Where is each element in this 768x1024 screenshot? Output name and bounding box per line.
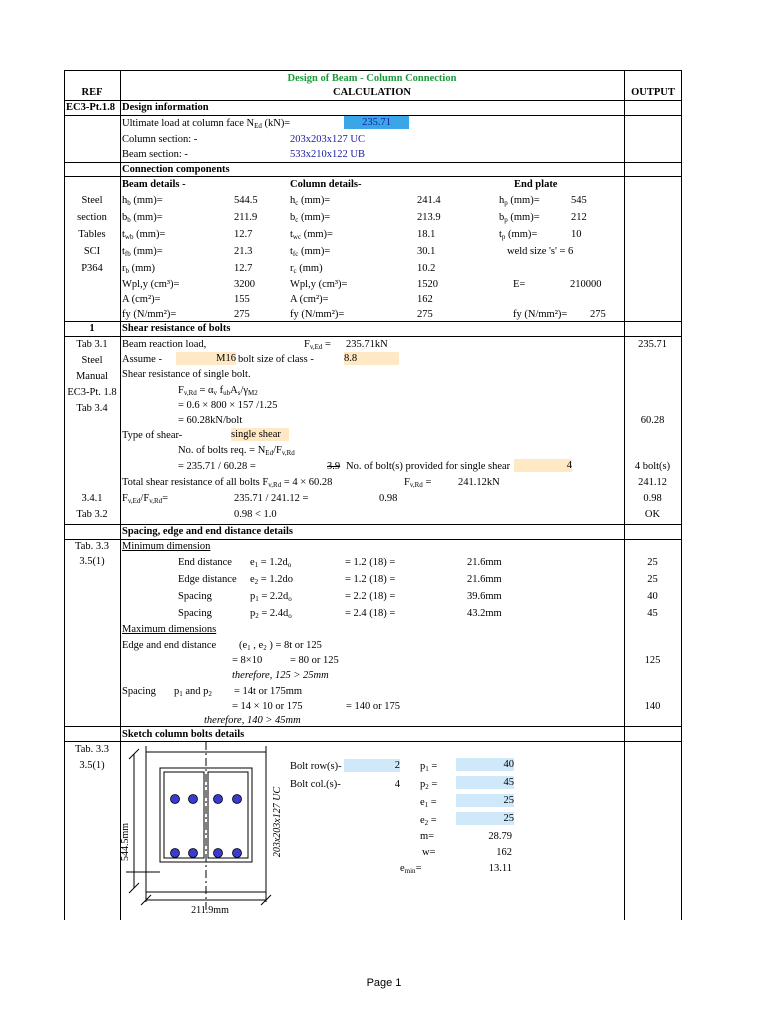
load-value: 235.71 [344, 116, 409, 129]
dimension-formula: $p_2 = 2.4d_o$ [250, 608, 292, 620]
dimension-output: 25 [647, 557, 658, 568]
spacing-max-label: Spacing [122, 686, 156, 697]
beam-label: $b_b$ (mm)= [122, 212, 163, 224]
components-ref: SCI [83, 246, 101, 257]
column-details-heading: Column details- [290, 179, 362, 190]
beam-value: 155 [234, 294, 250, 305]
components-ref: P364 [81, 263, 103, 274]
column-label: $t_{fc}$ (mm)= [290, 246, 331, 258]
modulus-value: 210000 [570, 279, 602, 290]
bolt-icon [171, 849, 180, 858]
shear-ref: EC3-Pt. 1.8 [67, 387, 117, 398]
p1-label: $p_1$ = [420, 761, 438, 773]
plate-tp: $t_p$ (mm)= [499, 229, 538, 241]
column-value: 241.4 [417, 195, 441, 206]
bolts-required-calc: = 235.71 / 60.28 = [178, 461, 256, 472]
spacing-max-calc: = 14 × 10 or 175 [232, 701, 303, 712]
weld-size: weld size 's' = 6 [507, 246, 574, 257]
bolts-provided-text: No. of bolt(s) provided for single shear [346, 461, 511, 472]
plate-hp: $h_p$ (mm)= [499, 195, 540, 207]
edge-end-label: Edge and end distance [122, 640, 217, 651]
column-value: 18.1 [417, 229, 436, 240]
design-info-heading: Design information [122, 102, 209, 113]
plate-tp-value: 10 [571, 229, 582, 240]
column-section-note: 203x203x127 UC [272, 786, 283, 858]
load-label: Ultimate load at column face $N_{Ed}$ (kN)= [122, 118, 291, 130]
column-section-label: Column section: - [122, 134, 198, 145]
column-value: 213.9 [417, 212, 441, 223]
e1-label: $e_1$ = [420, 797, 437, 809]
beam-details-heading: Beam details - [122, 179, 186, 190]
components-ref: Tables [78, 229, 106, 240]
min-dimension-heading: Minimum dimension [122, 541, 211, 552]
frd-symbol: $F_{v,Rd}$ = [404, 477, 432, 489]
bolts-provided-value: 4 [514, 459, 572, 472]
row-divider [64, 726, 681, 727]
beam-label: Wpl,y (cm³)= [122, 279, 180, 290]
p2-label: $p_2$ = [420, 779, 438, 791]
max-dimension-heading: Maximum dimensions [122, 624, 217, 635]
beam-value: 275 [234, 309, 250, 320]
spacing-max-calc2: = 140 or 175 [346, 701, 401, 712]
emin-label: $e_{min}=$ [400, 863, 422, 875]
dimension-value: 21.6mm [467, 557, 502, 568]
bolt-rows-value: 2 [344, 759, 400, 772]
dimension-name: Spacing [178, 608, 212, 619]
beam-label: A (cm²)= [122, 294, 161, 305]
bolt-class: 8.8 [344, 352, 399, 365]
components-ref: Steel [81, 195, 103, 206]
page-footer: Page 1 [366, 977, 402, 989]
dimension-value: 21.6mm [467, 574, 502, 585]
plate-fy-label: fy (N/mm²)= [513, 309, 568, 320]
beam-label: fy (N/mm²)= [122, 309, 177, 320]
output-single-bolt: 60.28 [640, 415, 665, 426]
sketch-ref: Tab. 3.3 [75, 744, 109, 755]
beam-label: $h_b$ (mm)= [122, 195, 163, 207]
beam-value: 12.7 [234, 229, 253, 240]
emin-value: 13.11 [488, 863, 512, 874]
beam-label: $t_{wb}$ (mm)= [122, 229, 166, 241]
design-info-ref: EC3-Pt.1.8 [66, 102, 115, 113]
check-ref: Tab 3.2 [76, 509, 108, 520]
total-shear-label: Total shear resistance of all bolts $F_{v,Rd} = 4 \times 60.28$ [122, 477, 333, 489]
e2-label: $e_2$ = [420, 815, 437, 827]
spacing-heading: Spacing, edge and end distance details [122, 526, 293, 537]
beam-label: $t_{fb}$ (mm)= [122, 246, 163, 258]
calculation-header: CALCULATION [333, 87, 411, 98]
column-value: 275 [417, 309, 433, 320]
beam-value: 544.5 [234, 195, 258, 206]
beam-label: $r_b$ (mm) [122, 263, 155, 275]
bolt-rows-label: Bolt row(s)- [290, 761, 342, 772]
output-bolts-provided: 4 bolt(s) [634, 461, 671, 472]
spacing-therefore: therefore, 140 > 45mm [204, 715, 301, 726]
beam-value: 21.3 [234, 246, 253, 257]
spacing-ref: Tab. 3.3 [75, 541, 109, 552]
column-value: 1520 [417, 279, 438, 290]
output-reaction: 235.71 [638, 339, 667, 350]
dimension-output: 45 [647, 608, 658, 619]
row-divider [64, 176, 681, 177]
bolt-icon [233, 849, 242, 858]
shear-ref: Steel [81, 355, 103, 366]
shear-formula-2: = 0.6 × 800 × 157 /1.25 [178, 400, 278, 411]
dimension-formula: $p_1 = 2.2d_o$ [250, 591, 292, 603]
width-dimension: 211.9mm [191, 905, 229, 916]
end-plate-heading: End plate [514, 179, 558, 190]
bolt-size-text: bolt size of class - [238, 354, 314, 365]
beam-value: 12.7 [234, 263, 253, 274]
bolts-required-label: No. of bolts req. = $N_{Ed}/F_{v,Rd}$ [178, 445, 295, 457]
output-check: OK [644, 509, 661, 520]
reaction-value: 235.71kN [346, 339, 388, 350]
edge-end-expr: ($e_1$ , $e_2$ ) = 8t or 125 [239, 640, 322, 652]
dimension-name: End distance [178, 557, 232, 568]
row-divider [64, 336, 681, 337]
column-label: $t_{wc}$ (mm)= [290, 229, 333, 241]
dimension-calc: = 1.2 (18) = [345, 557, 396, 568]
bolt-icon [171, 795, 180, 804]
spacing-max-expr: $p_1$ and $p_2$ [174, 686, 212, 698]
e1-value: 25 [456, 794, 514, 807]
dimension-calc: = 2.2 (18) = [345, 591, 396, 602]
dimension-calc: = 1.2 (18) = [345, 574, 396, 585]
dimension-calc: = 2.4 (18) = [345, 608, 396, 619]
spacing-max-formula: = 14t or 175mm [234, 686, 303, 697]
ratio-ref: 3.4.1 [81, 493, 103, 504]
ratio-value: 0.98 [379, 493, 398, 504]
column-label: $b_c$ (mm)= [290, 212, 331, 224]
p2-value: 45 [456, 776, 514, 789]
ratio-calc: 235.71 / 241.12 = [234, 493, 309, 504]
bolt-size: M16 [176, 352, 236, 365]
shear-formula-1: $F_{v,Rd} = \alpha_v$ $f_{ub}A_s/\gamma_{M2}$ [178, 385, 258, 397]
column-label: $h_c$ (mm)= [290, 195, 331, 207]
beam-section-label: Beam section: - [122, 149, 188, 160]
beam-value: 211.9 [234, 212, 258, 223]
modulus-label: E= [513, 279, 526, 290]
shear-heading: Shear resistance of bolts [122, 323, 231, 334]
column-section-value: 203x203x127 UC [290, 134, 365, 145]
bolt-cols-label: Bolt col.(s)- [290, 779, 341, 790]
components-ref: section [77, 212, 107, 223]
column-label: A (cm²)= [290, 294, 329, 305]
assume-label: Assume - [122, 354, 162, 365]
plate-bp-value: 212 [571, 212, 587, 223]
w-label: w= [422, 847, 436, 858]
e2-value: 25 [456, 812, 514, 825]
column-label: $r_c$ (mm) [290, 263, 323, 275]
m-label: m= [420, 831, 435, 842]
calculation-sheet [64, 70, 681, 920]
bolt-cols-value: 4 [394, 779, 400, 790]
output-ratio: 0.98 [643, 493, 662, 504]
plate-fy-value: 275 [590, 309, 606, 320]
section-number: 1 [89, 323, 95, 334]
height-dimension: 544.5mm [120, 822, 131, 862]
dimension-value: 43.2mm [467, 608, 502, 619]
check-text: 0.98 < 1.0 [234, 509, 277, 520]
shear-ref: Tab 3.4 [76, 403, 108, 414]
dimension-output: 40 [647, 591, 658, 602]
beam-section-value: 533x210x122 UB [290, 149, 365, 160]
output-total-shear: 241.12 [638, 477, 667, 488]
shear-type-value: single shear [231, 428, 289, 441]
edge-end-calc2: = 80 or 125 [290, 655, 339, 666]
p1-value: 40 [456, 758, 514, 771]
frd-value: 241.12kN [458, 477, 500, 488]
beam-value: 3200 [234, 279, 255, 290]
column-value: 10.2 [417, 263, 436, 274]
w-value: 162 [496, 847, 512, 858]
column-value: 30.1 [417, 246, 436, 257]
dimension-output: 25 [647, 574, 658, 585]
page-title: Design of Beam - Column Connection [287, 73, 457, 84]
m-value: 28.79 [488, 831, 512, 842]
column-label: Wpl,y (cm³)= [290, 279, 348, 290]
shear-formula-3: = 60.28kN/bolt [178, 415, 243, 426]
bolt-icon [189, 795, 198, 804]
plate-hp-value: 545 [571, 195, 587, 206]
dimension-name: Edge distance [178, 574, 237, 585]
edge-end-calc: = 8×10 [232, 655, 263, 666]
border-top [64, 70, 681, 71]
ref-header: REF [81, 87, 103, 98]
edge-therefore: therefore, 125 > 25mm [232, 670, 329, 681]
beam-flange-left [164, 772, 204, 858]
dimension-formula: $e_2 = 1.2do$ [250, 574, 293, 586]
dimension-name: Spacing [178, 591, 212, 602]
sketch-heading: Sketch column bolts details [122, 729, 245, 740]
output-edge-max: 125 [644, 655, 661, 666]
beam-flange-right [208, 772, 248, 858]
output-spacing-max: 140 [644, 701, 661, 712]
shear-ref: Manual [75, 371, 109, 382]
column-value: 162 [417, 294, 433, 305]
bolts-required-value: 3.9 [327, 461, 341, 472]
bolt-icon [189, 849, 198, 858]
ratio-label: $F_{v,Ed}/F_{v,Rd}=$ [122, 493, 169, 505]
bolt-layout-sketch [120, 742, 300, 920]
output-header: OUTPUT [631, 87, 675, 98]
dimension-formula: $e_1 = 1.2d_o$ [250, 557, 292, 569]
shear-ref: Tab 3.1 [76, 339, 108, 350]
reaction-symbol: $F_{v,Ed}$ = [304, 339, 331, 351]
shear-type-label: Type of shear- [122, 430, 183, 441]
single-bolt-text: Shear resistance of single bolt. [122, 369, 251, 380]
dimension-value: 39.6mm [467, 591, 502, 602]
components-heading: Connection components [122, 164, 230, 175]
plate-bp: $b_p$ (mm)= [499, 212, 540, 224]
border-right [681, 70, 682, 920]
end-plate-outline [160, 768, 252, 862]
bolt-icon [214, 795, 223, 804]
spacing-ref: 3.5(1) [79, 556, 105, 567]
reaction-label: Beam reaction load, [122, 339, 207, 350]
sketch-ref: 3.5(1) [79, 760, 105, 771]
column-label: fy (N/mm²)= [290, 309, 345, 320]
bolt-icon [214, 849, 223, 858]
bolt-icon [233, 795, 242, 804]
